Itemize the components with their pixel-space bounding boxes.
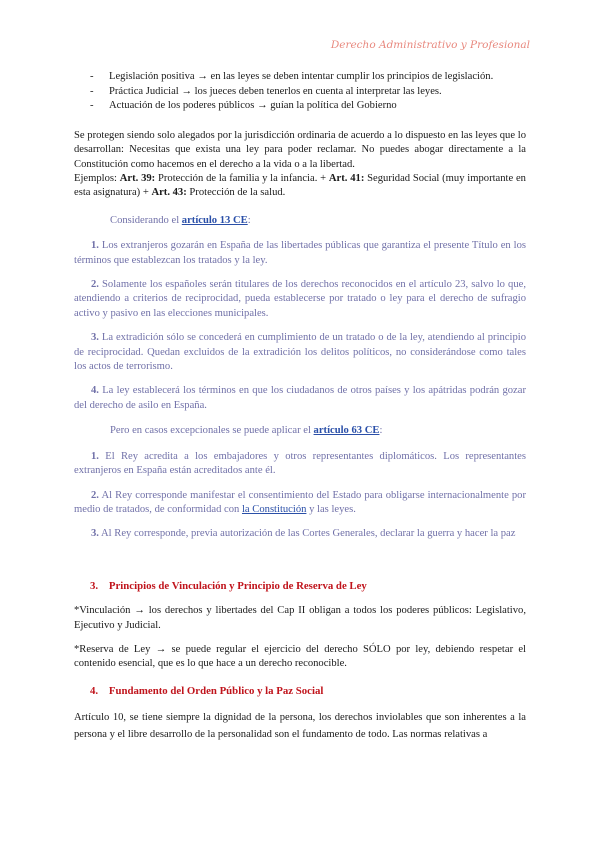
section-title: Principios de Vinculación y Principio de Reserva de Ley <box>108 579 367 592</box>
intro-paragraph: Se protegen siendo solo alegados por la jurisdicción ordinaria de acuerdo a lo dispuesto en las leyes que lo desarrollan: Necesitas que exista una ley para poder reclamar. No puedes abogar directamente a la Constitución como hacemos en el derecho a la vida o a la libertad. <box>74 129 526 170</box>
examples-lead: Ejemplos: <box>74 173 120 184</box>
vinculacion-paragraph: *Vinculación → los derechos y libertades del Cap II obligan a todos los poderes públicos: Legislativo, Ejecutivo y Judicial. <box>74 605 526 631</box>
art13-item-2 <box>74 278 526 321</box>
item-text: y las leyes. <box>306 503 356 515</box>
art13-lead-text: Considerando el <box>110 214 182 226</box>
article-13-link[interactable]: artículo 13 CE <box>181 214 248 226</box>
item-text: Solamente los españoles serán titulares de los derechos reconocidos en el artículo 23, salvo lo que, atendiendo a criterios de reciprocidad, pueda establecerse por tratado o ley para el derecho de sufragio activo y pasivo en las elecciones municipales. <box>74 279 526 319</box>
examples-text: Protección de la familia y la infancia. + <box>155 173 329 184</box>
item-text: Al Rey corresponde, previa autorización de las Cortes Generales, declarar la guerra y hacer la paz <box>98 528 516 540</box>
page-content <box>74 70 526 743</box>
art13-item-1 <box>74 239 526 268</box>
item-text: La ley establecerá los términos en que los ciudadanos de otros países y los apátridas podrán gozar del derecho de asilo en España. <box>74 385 526 411</box>
item-text: La extradición sólo se concederá en cumplimiento de un tratado o de la ley, atendiendo al principio de reciprocidad. Quedan excluidos de la extradición los delitos políticos, no considerándose como tales los actos de terrorismo. <box>74 332 526 373</box>
section-number: 4. <box>90 684 99 697</box>
examples-paragraph <box>74 172 526 201</box>
art10-paragraph: Artículo 10, se tiene siempre la dignidad de la persona, los derechos inviolables que son inherentes a la persona y el libre desarrollo de la personalidad son el fundamento de todo. Las normas relativas a <box>74 712 526 741</box>
art63-item-3 <box>74 527 526 541</box>
item-number: 4. <box>91 385 99 397</box>
dash-marker: - <box>90 85 94 97</box>
examples-text: Seguridad Social (muy importante en esta asignatura) + <box>74 173 526 199</box>
item-number: 1. <box>91 450 99 462</box>
art13-item-3 <box>74 331 526 374</box>
section-4-heading <box>90 684 526 698</box>
page-header: Derecho Administrativo y Profesional <box>330 39 530 51</box>
art13-item-4 <box>74 384 526 413</box>
principles-list <box>90 70 526 114</box>
article-ref: Art. 41: <box>328 173 365 184</box>
reserva-paragraph: *Reserva de Ley → se puede regular el ejercicio del derecho SÓLO por ley, debiendo respetar el contenido esencial, que es lo que hace a un derecho reconocible. <box>74 643 526 670</box>
colon: : <box>247 214 251 226</box>
list-item-text: Práctica Judicial → los jueces deben tenerlos en cuenta al interpretar las leyes. <box>109 85 442 97</box>
item-text: Al Rey corresponde manifestar el consentimiento del Estado para obligarse internacionalmente por medio de tratados, de conformidad con <box>74 489 526 515</box>
dash-marker: - <box>90 100 94 112</box>
art63-item-1 <box>74 450 526 479</box>
item-number: 1. <box>91 240 99 252</box>
article-ref: Art. 43: <box>151 187 187 199</box>
examples-text: Protección de la salud. <box>186 187 286 199</box>
article-ref: Art. 39: <box>119 173 156 184</box>
section-title: Fundamento del Orden Público y la Paz Social <box>108 684 324 697</box>
list-item-text: Actuación de los poderes públicos → guían la política del Gobierno <box>109 100 397 112</box>
art13-lead <box>74 214 526 228</box>
dash-marker: - <box>90 71 94 82</box>
colon: : <box>379 425 383 437</box>
list-item <box>90 85 526 100</box>
item-number: 3. <box>91 528 99 540</box>
list-item <box>90 70 526 85</box>
list-item <box>90 99 526 114</box>
list-item-text: Legislación positiva → en las leyes se deben intentar cumplir los principios de legislación. <box>109 71 494 82</box>
item-text: El Rey acredita a los embajadores y otros representantes diplomáticos. Los representantes extranjeros en España están acreditados ante él. <box>74 450 526 477</box>
item-text: Los extranjeros gozarán en España de las libertades públicas que garantiza el presente Título en los términos que establezcan los tratados y la ley. <box>74 240 526 266</box>
art63-item-2 <box>74 489 526 518</box>
item-number: 3. <box>91 332 99 344</box>
item-number: 2. <box>91 489 99 501</box>
art63-lead-text: Pero en casos excepcionales se puede aplicar el <box>110 425 314 437</box>
art63-lead <box>74 424 526 438</box>
article-63-link[interactable]: artículo 63 CE <box>313 425 380 437</box>
section-number: 3. <box>90 579 99 592</box>
section-3-heading <box>90 579 526 593</box>
item-number: 2. <box>91 279 99 291</box>
constitucion-link[interactable]: la Constitución <box>241 503 307 515</box>
